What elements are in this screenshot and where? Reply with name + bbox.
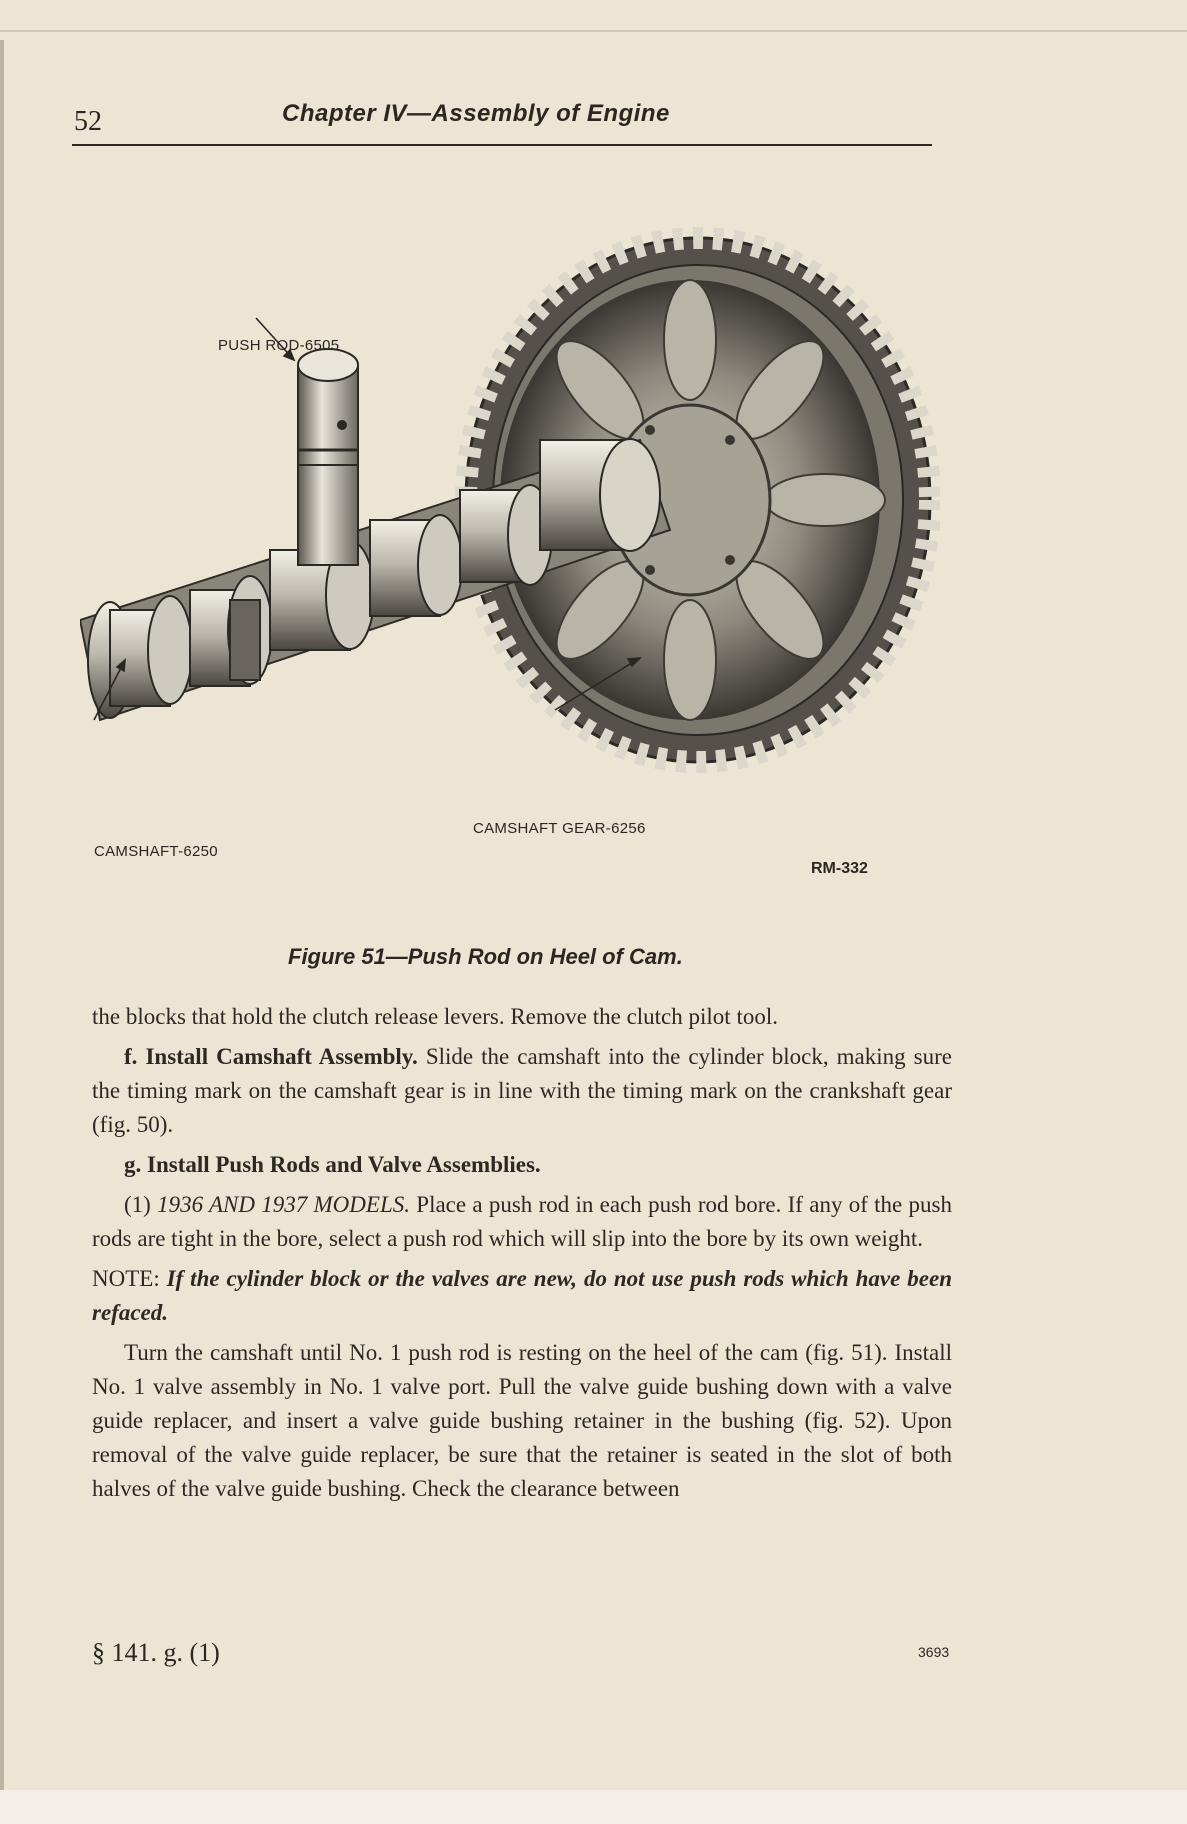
note-text: If the cylinder block or the valves are new, do not use push rods which have been refaced. [92,1266,952,1325]
camshaft-gear-drawing [80,200,940,900]
paragraph-f-text: Slide the camshaft into the cylinder block, making sure the timing mark on the camshaft gear is in line with the timing mark on the crankshaft gear (fig. 50). [92,1044,952,1137]
paragraph-g1 [92,1188,952,1256]
callout-camshaft: CAMSHAFT-6250 [94,843,218,860]
g1-number: (1) [124,1192,158,1217]
note-label: NOTE: [92,1266,167,1291]
callout-camshaft-gear: CAMSHAFT GEAR-6256 [473,820,646,837]
paragraph-continuation: the blocks that hold the clutch release levers. Remove the clutch pilot tool. [92,1004,778,1029]
paragraph-turn-camshaft: Turn the camshaft until No. 1 push rod is resting on the heel of the cam (fig. 51). Install No. 1 valve assembly in No. 1 valve port. Pull the valve guide bushing down with a valve guide replacer, and insert a valve guide bushing retainer in the bushing (fig. 52). Upon removal of the valve guide replacer, be sure that the retainer is seated in the slot of both halves of the valve guide bushing. Check the clearance between [92,1340,952,1501]
body-text [92,1000,952,1512]
footer-print-number: 3693 [918,1644,950,1660]
paragraph-g [92,1148,952,1182]
heading-install-push-rods: g. Install Push Rods and Valve Assemblies. [124,1152,541,1177]
g1-models: 1936 AND 1937 MODELS. [157,1192,410,1217]
page-header [72,92,932,146]
footer-section-reference: § 141. g. (1) [92,1638,220,1667]
paragraph-note [92,1262,952,1330]
paragraph-f [92,1040,952,1142]
callout-push-rod: PUSH ROD-6505 [218,337,340,354]
page-edge-top [0,30,1187,32]
g1-text: Place a push rod in each push rod bore. If any of the push rods are tight in the bore, select a push rod which will slip into the bore by its own weight. [92,1192,952,1251]
page-edge-left [0,40,4,1824]
figure-caption: Figure 51—Push Rod on Heel of Cam. [288,944,683,969]
scan-margin-bottom [0,1790,1187,1824]
page-number: 52 [74,106,102,137]
heading-install-camshaft: f. Install Camshaft Assembly. [124,1044,418,1069]
figure-reference-code: RM-332 [811,860,868,877]
push-rod [298,349,358,565]
figure-camshaft-illustration [80,200,940,900]
chapter-title: Chapter IV—Assembly of Engine [282,100,670,127]
